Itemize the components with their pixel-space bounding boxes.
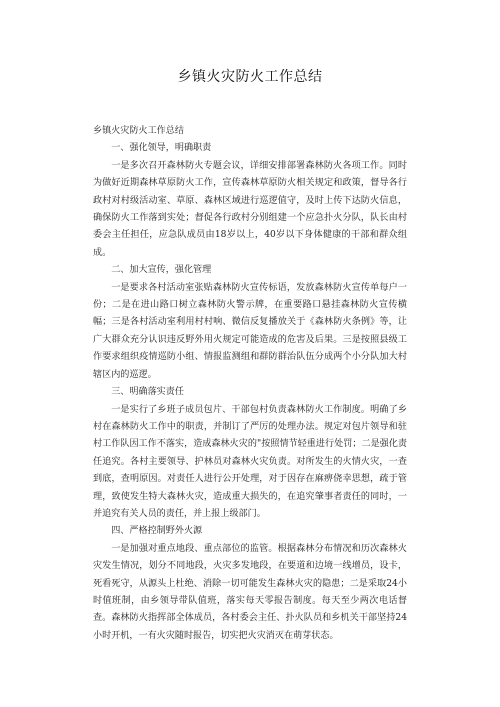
document-title: 乡镇火灾防火工作总结	[177, 69, 323, 85]
section-paragraph-1: 一是多次召开森林防火专题会议，详细安排部署森林防火各项工作。同时为做好近期森林草原防火工作，宣传森林草原防火相关规定和政策，督导各行政村对村级活动室、草原、森林区域进行巡逻值守，及时上传下达防火信息，确保防火工作落到实处；督促各行政村分别组建一个应急扑火分队，队长由村委会主任担任，应急队成员由18岁以上，40岁以下身体健康的干部和群众组成。	[93, 160, 407, 258]
section-heading-1: 一、强化领导，明确职责	[111, 143, 212, 154]
section-paragraph-2: 一是要求各村活动室张贴森林防火宣传标语，发放森林防火宣传单每户一份；二是在进山路口树立森林防火警示牌，在重要路口悬挂森林防火宣传横幅；三是各村活动室利用村村响、微信反复播放关于《森林防火条例》等，让广大群众充分认识违反野外用火规定可能造成的危害及后果。三是按照县级工作要求组织疫情巡防小组、情报监测组和群防群治队伍分成两个小分队加大村辖区内的巡逻。	[93, 282, 407, 380]
section-heading-2: 二、加大宣传，强化管理	[111, 265, 212, 276]
section-paragraph-4: 一是加强对重点地段、重点部位的监管。根据森林分布情况和历次森林火灾发生情况，划分不同地段，火灾多发地段，在要道和边境一线增员，设卡，死看死守，从源头上杜绝、消除一切可能发生森林火灾的隐患；二是采取24小时值班制，由乡领导带队值班，落实每天零报告制度。每天至少两次电话督查。森林防火指挥部全体成员，各村委会主任、扑火队员和乡机关干部坚持24小时开机，一有火灾随时报告，切实把火灾消灭在萌芽状态。	[93, 543, 407, 641]
section-paragraph-3: 一是实行了乡班子成员包片、干部包村负责森林防火工作制度。明确了乡村在森林防火工作中的职责，并制订了严厉的处理办法。规定对包片领导和驻村工作队因工作不落实，造成森林火灾的"按照情节轻重进行处罚；二是强化责任追究。各村主要领导、护林员对森林火灾负责。对所发生的火情火灾，一查到底，查明原因。对责任人进行公开处理，对于因存在麻痹侥幸思想，疏于管理，致使发生特大森林火灾，造成重大损失的，在追究肇事者责任的同时，一并追究有关人员的责任，并上报上级部门。	[93, 404, 407, 519]
section-heading-4: 四、严格控制野外火源	[111, 526, 203, 537]
section-heading-3: 三、明确落实责任	[111, 387, 184, 398]
document-body	[93, 120, 407, 645]
document-subtitle: 乡镇火灾防火工作总结	[93, 126, 184, 136]
